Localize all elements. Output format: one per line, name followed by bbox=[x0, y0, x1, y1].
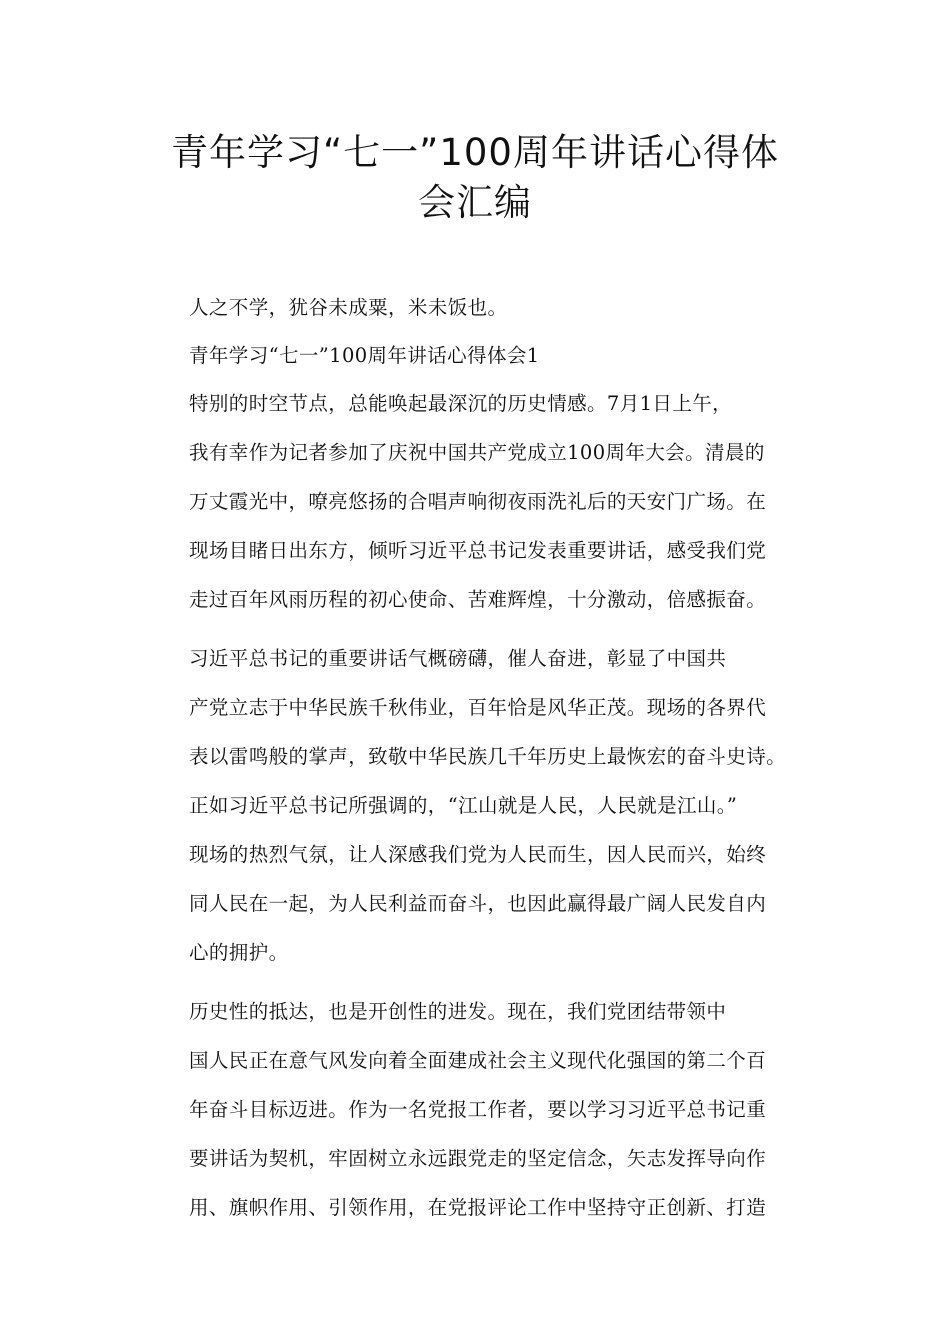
title-line-1: 青年学习“七一”100周年讲话心得体 bbox=[171, 131, 779, 174]
document-title bbox=[110, 128, 840, 228]
text-line: 万丈霞光中，嘹亮悠扬的合唱声响彻夜雨洗礼后的天安门广场。在 bbox=[189, 490, 767, 513]
text-line: 历史性的抵达，也是开创性的进发。现在，我们党团结带领中 bbox=[189, 1000, 727, 1023]
title-line-2: 会汇编 bbox=[418, 181, 532, 224]
text-line: 现场目睹日出东方，倾听习近平总书记发表重要讲话，感受我们党 bbox=[189, 539, 767, 562]
text-line: 用、旗帜作用、引领作用，在党报评论工作中坚持守正创新、打造 bbox=[189, 1196, 767, 1219]
text-line: 国人民正在意气风发向着全面建成社会主义现代化强国的第二个百 bbox=[189, 1049, 767, 1072]
text-line: 表以雷鸣般的掌声，致敬中华民族几千年历史上最恢宏的奋斗史诗。 bbox=[189, 745, 787, 768]
text-line: 现场的热烈气氛，让人深感我们党为人民而生，因人民而兴，始终 bbox=[189, 843, 767, 866]
section-heading bbox=[145, 331, 835, 380]
text-line: 产党立志于中华民族千秋伟业，百年恰是风华正茂。现场的各界代 bbox=[189, 696, 767, 719]
text-line: 心的拥护。 bbox=[189, 941, 289, 964]
body-paragraph-3 bbox=[145, 987, 835, 1232]
text-line: 特别的时空节点，总能唤起最深沉的历史情感。7月1日上午， bbox=[189, 392, 733, 415]
text-line: 同人民在一起，为人民利益而奋斗，也因此赢得最广阔人民发自内 bbox=[189, 892, 767, 915]
body-paragraph-1 bbox=[145, 379, 835, 624]
document-body bbox=[145, 283, 835, 1232]
text-line: 人之不学，犹谷未成粟，米未饭也。 bbox=[189, 296, 508, 319]
text-line: 年奋斗目标迈进。作为一名党报工作者，要以学习习近平总书记重 bbox=[189, 1098, 767, 1121]
text-line: 正如习近平总书记所强调的，“江山就是人民，人民就是江山。” bbox=[189, 794, 738, 817]
text-line: 青年学习“七一”100周年讲话心得体会1 bbox=[189, 344, 540, 367]
body-paragraph-2 bbox=[145, 634, 835, 977]
text-line: 走过百年风雨历程的初心使命、苦难辉煌，十分激动，倍感振奋。 bbox=[189, 588, 767, 611]
text-line: 要讲话为契机，牢固树立永远跟党走的坚定信念，矢志发挥导向作 bbox=[189, 1147, 767, 1170]
text-line: 我有幸作为记者参加了庆祝中国共产党成立100周年大会。清晨的 bbox=[189, 441, 765, 464]
text-line: 习近平总书记的重要讲话气概磅礴，催人奋进，彰显了中国共 bbox=[189, 647, 727, 670]
epigraph-paragraph bbox=[145, 283, 835, 332]
